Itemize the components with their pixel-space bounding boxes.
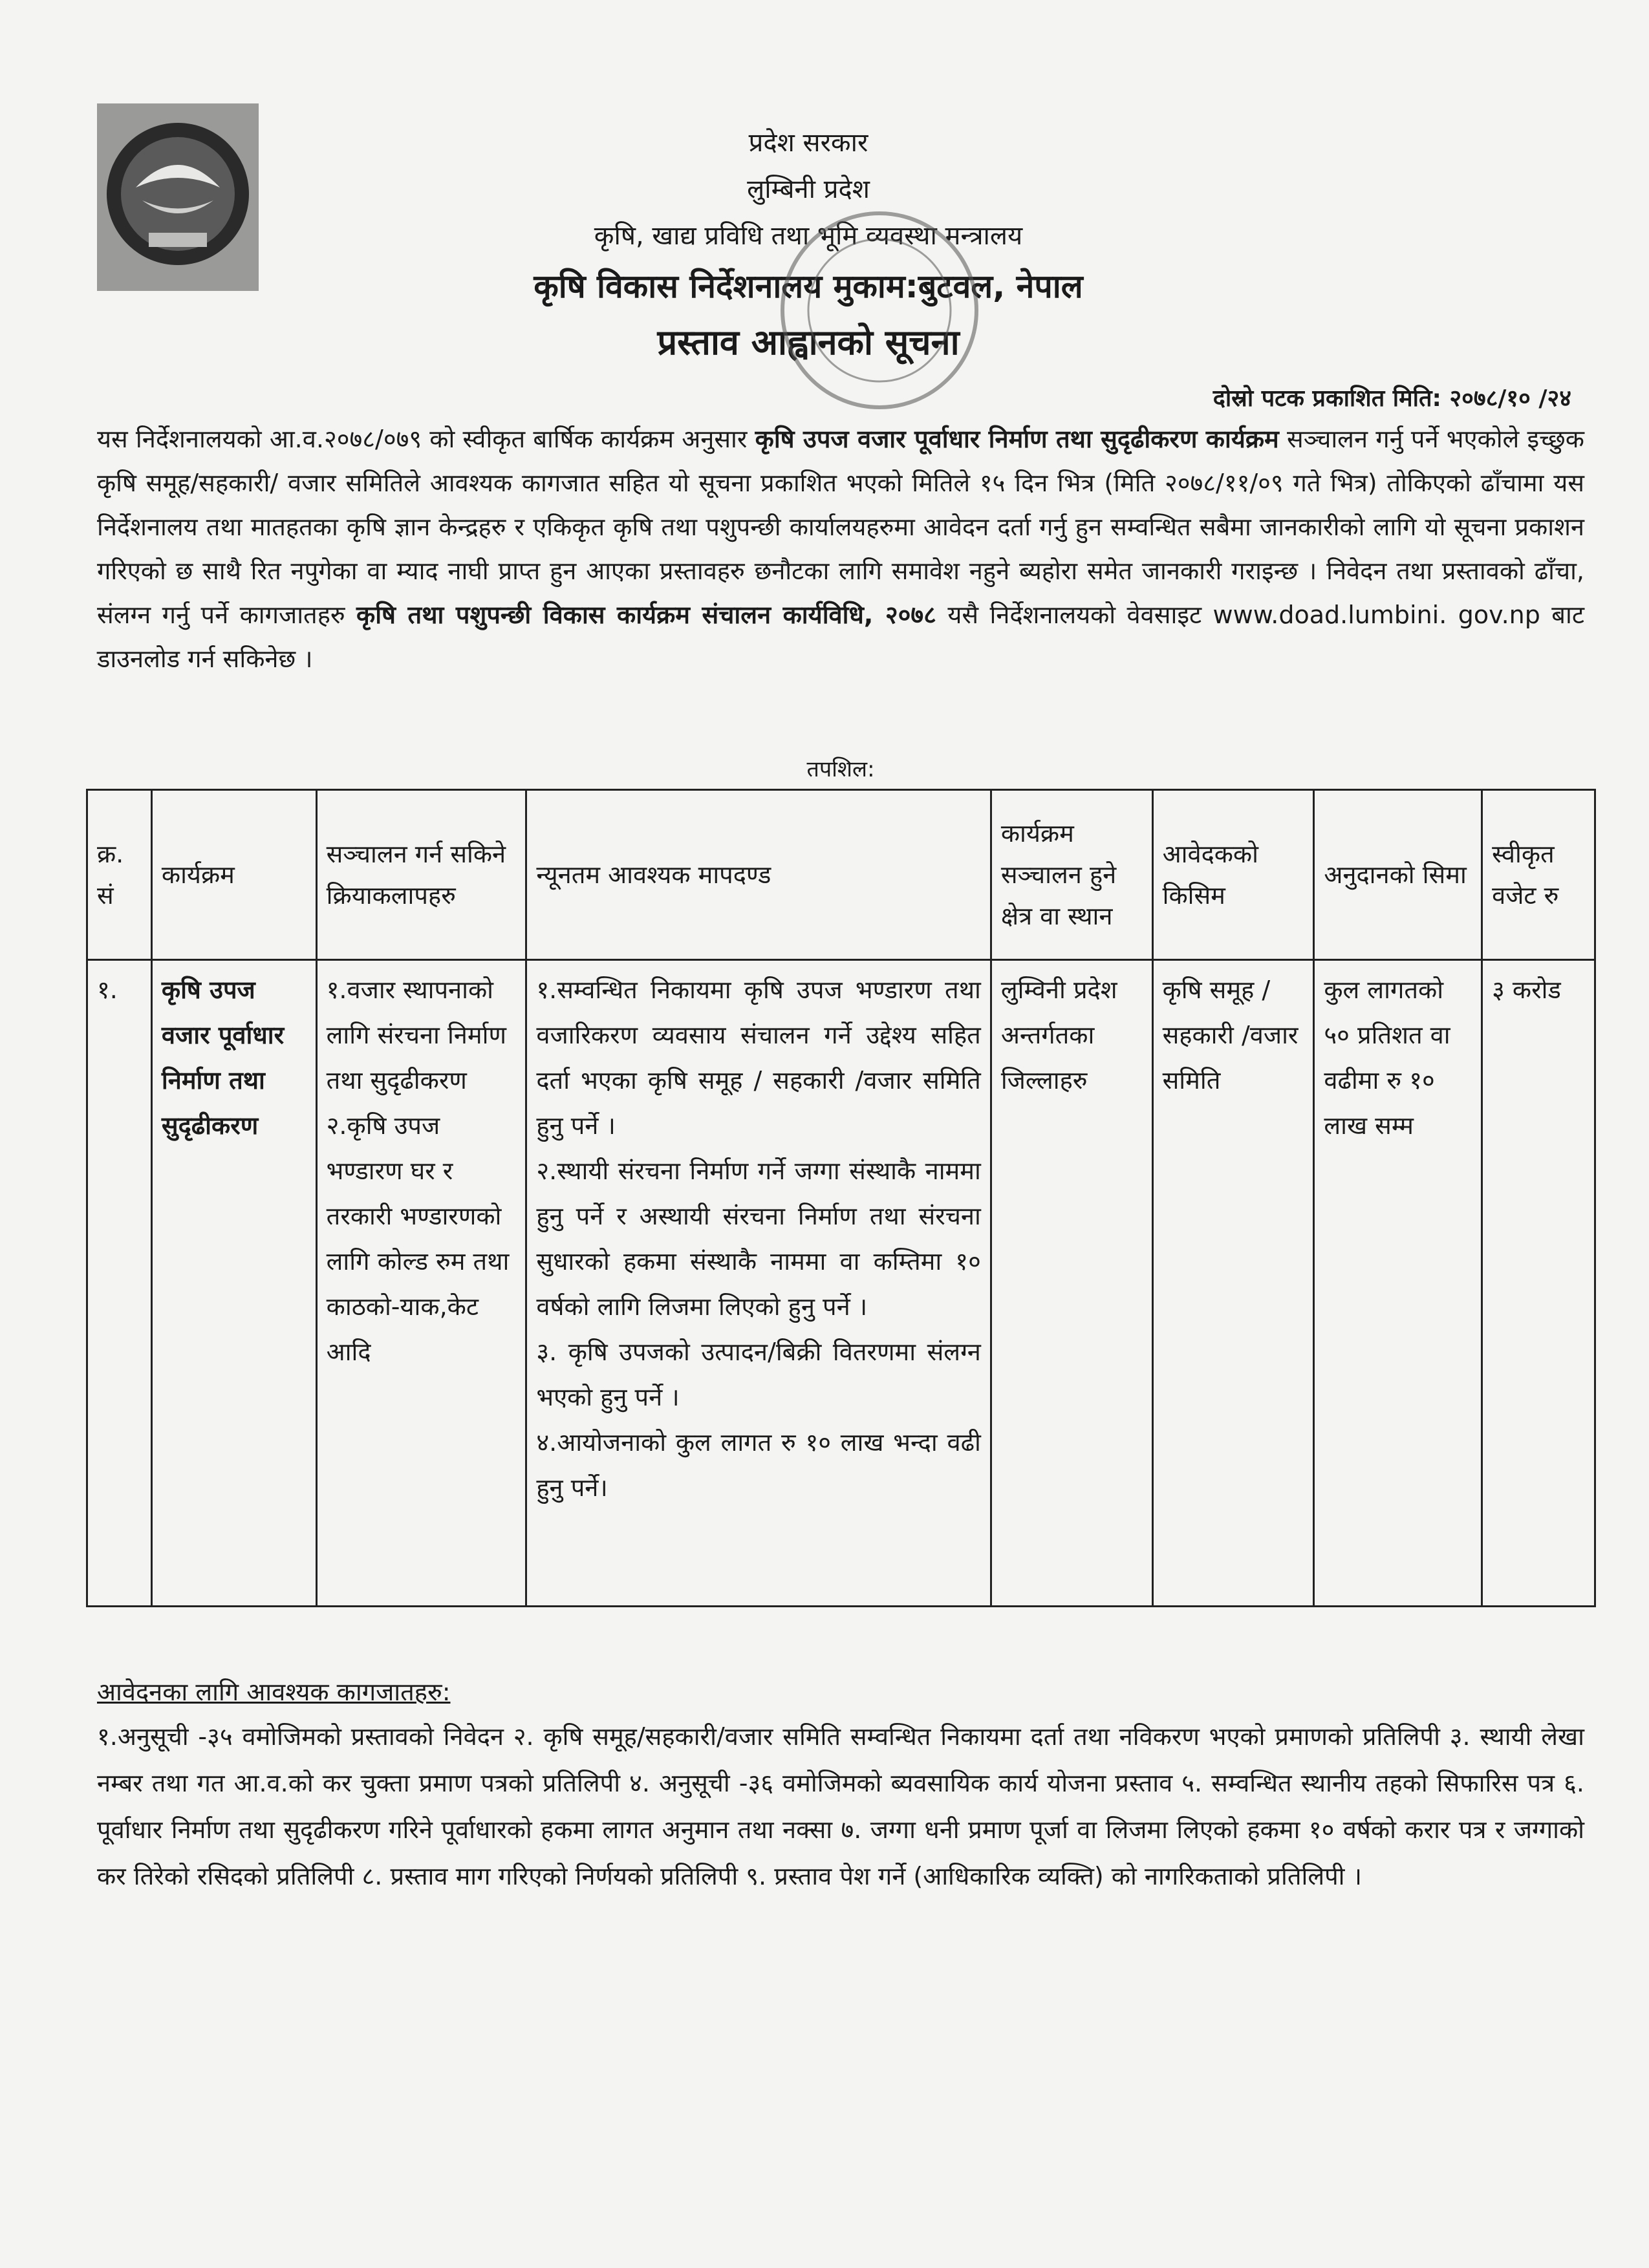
header-ministry: कृषि, खाद्य प्रविधि तथा भूमि व्यवस्था मन्त्रालय [594, 221, 1023, 251]
header-province: लुम्बिनी प्रदेश [747, 175, 870, 204]
documents-list: १.अनुसूची -३५ वमोजिमको प्रस्तावको निवेदन २. कृषि समूह/सहकारी/वजार समिति सम्वन्धित निकायमा दर्ता तथा नविकरण भएको प्रमाणको प्रतिलिपी ३. स्थायी लेखा नम्बर तथा गत आ.व.को कर चुक्ता प्रमाण पत्रको प्रतिलिपी ४. अनुसूची -३६ वमोजिमको ब्यवसायिक कार्य योजना प्रस्ताव ५. सम्वन्धित स्थानीय तहको सिफारिस पत्र ६. पूर्वाधार निर्माण तथा सुदृढीकरण गरिने पूर्वाधारको हकमा लागत अनुमान तथा नक्सा ७. जग्गा धनी प्रमाण पूर्जा वा लिजमा लिएको हकमा १० वर्षको करार पत्र र जग्गाको कर तिरेको रसिदको प्रतिलिपी ८. प्रस्ताव माग गरिएको निर्णयको प्रतिलिपी ९. प्रस्ताव पेश गर्ने (आधिकारिक व्यक्ति) को नागरिकताको प्रतिलिपी । [97, 1722, 1584, 1890]
intro-text-1: यस निर्देशनालयको आ.व.२०७८/०७९ को स्वीकृत बार्षिक कार्यक्रम अनुसार [97, 425, 748, 453]
cell-applicant: कृषि समूह / सहकारी /वजार समिति [1152, 960, 1314, 1607]
header-program: कार्यक्रम [151, 790, 316, 960]
header-applicant: आवेदकको किसिम [1152, 790, 1314, 960]
header-criteria: न्यूनतम आवश्यक मापदण्ड [526, 790, 991, 960]
cell-criteria [526, 960, 991, 1607]
program-table [86, 789, 1596, 1607]
cell-sn: १. [87, 960, 152, 1607]
cell-grant: कुल लागतको ५० प्रतिशत वा वढीमा रु १० लाख सम्म [1314, 960, 1482, 1607]
page-title: प्रस्ताव आह्वानको सूचना [657, 322, 960, 363]
intro-procedure-name: कृषि तथा पशुपन्छी विकास कार्यक्रम संचालन कार्यविधि, २०७८ [356, 601, 936, 629]
intro-text-3: यसै निर्देशनालयको वेवसाइट www.doad.lumbini. gov.np बाट डाउनलोड गर्न सकिनेछ । [97, 601, 1584, 673]
header-area: कार्यक्रम सञ्चालन हुने क्षेत्र वा स्थान [991, 790, 1152, 960]
cell-area: लुम्विनी प्रदेश अन्तर्गतका जिल्लाहरु [991, 960, 1152, 1607]
criteria-4: ४.आयोजनाको कुल लागत रु १० लाख भन्दा वढी हुनु पर्ने। [536, 1428, 981, 1502]
criteria-1: १.सम्वन्धित निकायमा कृषि उपज भण्डारण तथा वजारिकरण व्यवसाय संचालन गर्ने उद्देश्य सहित दर्ता भएका कृषि समूह / सहकारी /वजार समिति हुनु पर्ने । [536, 976, 981, 1140]
nepal-emblem-icon [97, 103, 259, 291]
table-header-row [87, 790, 1595, 960]
header-grant: अनुदानको सिमा [1314, 790, 1482, 960]
header-government: प्रदेश सरकार [748, 128, 868, 158]
intro-program-name: कृषि उपज वजार पूर्वाधार निर्माण तथा सुदृढीकरण कार्यक्रम [755, 425, 1279, 453]
header-activities: सञ्चालन गर्न सकिने क्रियाकलापहरु [316, 790, 526, 960]
cell-program: कृषि उपज वजार पूर्वाधार निर्माण तथा सुदृढीकरण [151, 960, 316, 1607]
criteria-2: २.स्थायी संरचना निर्माण गर्ने जग्गा संस्थाकै नाममा हुनु पर्ने र अस्थायी संरचना निर्माण तथा संरचना सुधारको हकमा संस्थाकै नाममा वा कम्तिमा १० वर्षको लागि लिजमा लिएको हुनु पर्ने । [536, 1157, 981, 1321]
table-row [87, 960, 1595, 1607]
intro-paragraph [97, 417, 1584, 681]
header-budget: स्वीकृत वजेट रु [1482, 790, 1595, 960]
criteria-3: ३. कृषि उपजको उत्पादन/बिक्री वितरणमा संलग्न भएको हुनु पर्ने । [536, 1338, 981, 1411]
cell-activities: १.वजार स्थापनाको लागि संरचना निर्माण तथा सुदृढीकरण २.कृषि उपज भण्डारण घर र तरकारी भण्डारणको लागि कोल्ड रुम तथा काठको-याक,केट आदि [316, 960, 526, 1607]
documents-title: आवेदनका लागि आवश्यक कागजातहरु: [97, 1678, 451, 1706]
header-directorate: कृषि विकास निर्देशनालय मुकाम:बुटवल, नेपाल [534, 268, 1083, 305]
office-seal-icon [744, 194, 1015, 427]
cell-budget: ३ करोड [1482, 960, 1595, 1607]
schedule-label: तपशिल: [806, 756, 875, 782]
publication-date: दोस्रो पटक प्रकाशित मिति: २०७८/१० /२४ [1212, 385, 1571, 412]
header-sn: क्र. सं [87, 790, 152, 960]
intro-text-2: सञ्चालन गर्नु पर्ने भएकोले इच्छुक कृषि समूह/सहकारी/ वजार समितिले आवश्यक कागजात सहित यो सूचना प्रकाशित भएको मितिले १५ दिन भित्र (मिति २०७८/११/०९ गते भित्र) तोकिएको ढाँचामा यस निर्देशनालय तथा मातहतका कृषि ज्ञान केन्द्रहरु र एकिकृत कृषि तथा पशुपन्छी कार्यालयहरुमा आवेदन दर्ता गर्नु हुन सम्वन्धित सबैमा जानकारीको लागि यो सूचना प्रकाशन गरिएको छ साथै रित नपुगेका वा म्याद नाघी प्राप्त हुन आएका प्रस्तावहरु छनौटका लागि समावेश नहुने ब्यहोरा समेत जानकारी गराइन्छ । निवेदन तथा प्रस्तावको ढाँचा, संलग्न गर्नु पर्ने कागजातहरु [97, 425, 1584, 629]
